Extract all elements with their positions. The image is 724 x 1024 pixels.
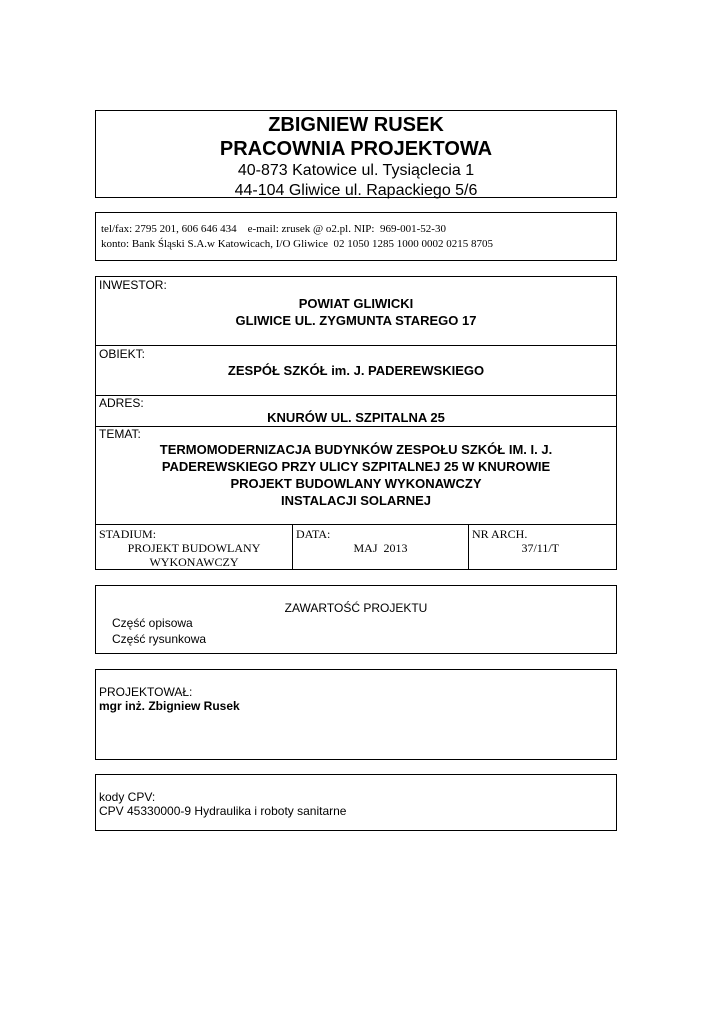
stage-value-2: WYKONAWCZY	[149, 555, 239, 569]
designer-box	[95, 669, 617, 760]
topic-line-2: PADEREWSKIEGO PRZY ULICY SZPITALNEJ 25 W KNUROWIE	[161, 459, 551, 474]
designer-name: mgr inż. Zbigniew Rusek	[99, 699, 240, 713]
contents-item-2: Część rysunkowa	[112, 632, 207, 646]
topic-line-4: INSTALACJI SOLARNEJ	[281, 493, 431, 508]
stage-value-1: PROJEKT BUDOWLANY	[127, 541, 261, 555]
firm-address-1: 40-873 Katowice ul. Tysiąclecia 1	[237, 162, 475, 179]
address-label: ADRES:	[99, 396, 144, 410]
cpv-value: CPV 45330000-9 Hydraulika i roboty sanitarne	[99, 804, 347, 818]
firm-address-2: 44-104 Gliwice ul. Rapackiego 5/6	[234, 182, 478, 199]
contact-line-2: konto: Bank Śląski S.A.w Katowicach, I/O Gliwice 02 1050 1285 1000 0002 0215 8705	[101, 238, 493, 250]
topic-line-1: TERMOMODERNIZACJA BUDYNKÓW ZESPOŁU SZKÓŁ IM. I. J.	[159, 442, 553, 457]
contents-item-1: Część opisowa	[112, 616, 193, 630]
date-label: DATA:	[296, 527, 331, 541]
firm-company: PRACOWNIA PROJEKTOWA	[219, 138, 493, 160]
investor-section	[96, 277, 616, 345]
object-section	[96, 346, 616, 395]
topic-section	[96, 427, 616, 524]
address-value: KNURÓW UL. SZPITALNA 25	[267, 410, 445, 425]
topic-label: TEMAT:	[99, 427, 141, 441]
stage-label: STADIUM:	[99, 527, 157, 541]
contact-box	[95, 212, 617, 261]
project-info-box	[95, 276, 617, 570]
contact-line-1: tel/fax: 2795 201, 606 646 434 e-mail: zrusek @ o2.pl. NIP: 969-001-52-30	[101, 223, 446, 235]
object-label: OBIEKT:	[99, 347, 146, 361]
investor-address: GLIWICE UL. ZYGMUNTA STAREGO 17	[235, 313, 477, 328]
arch-value: 37/11/T	[521, 541, 559, 555]
stage-row	[96, 525, 616, 569]
investor-name: POWIAT GLIWICKI	[298, 296, 414, 311]
contents-box	[95, 585, 617, 654]
firm-name: ZBIGNIEW RUSEK	[268, 114, 444, 136]
cpv-label: kody CPV:	[99, 790, 156, 804]
arch-cell	[469, 525, 616, 555]
investor-label: INWESTOR:	[99, 278, 167, 292]
date-value: MAJ 2013	[353, 541, 408, 555]
topic-line-3: PROJEKT BUDOWLANY WYKONAWCZY	[230, 476, 482, 491]
cpv-box	[95, 774, 617, 831]
stage-cell	[96, 525, 292, 569]
object-value: ZESPÓŁ SZKÓŁ im. J. PADEREWSKIEGO	[227, 363, 485, 378]
date-cell	[293, 525, 468, 555]
address-section	[96, 396, 616, 426]
contents-title: ZAWARTOŚĆ PROJEKTU	[284, 601, 428, 615]
firm-header	[95, 110, 617, 198]
arch-label: NR ARCH.	[472, 527, 528, 541]
designer-label: PROJEKTOWAŁ:	[99, 685, 193, 699]
